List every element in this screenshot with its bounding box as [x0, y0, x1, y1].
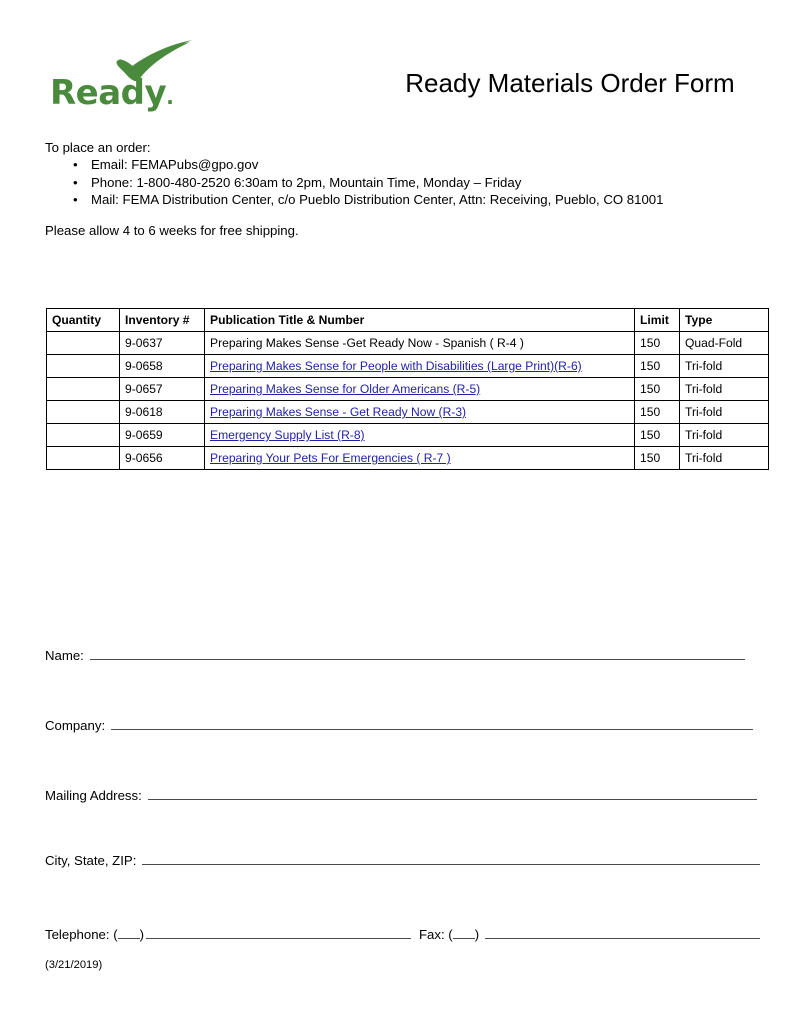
quantity-input-cell[interactable]: [47, 401, 120, 424]
shipping-note: Please allow 4 to 6 weeks for free shipping.: [45, 223, 299, 238]
city-state-zip-input-line[interactable]: [142, 853, 760, 865]
type-cell: Tri-fold: [680, 424, 769, 447]
table-row: [47, 401, 769, 424]
type-cell: Quad-Fold: [680, 332, 769, 355]
inventory-number-cell: 9-0659: [120, 424, 205, 447]
quantity-input-cell[interactable]: [47, 332, 120, 355]
field-label-company: Company:: [45, 718, 106, 733]
table-row: [47, 355, 769, 378]
table-header-row: [47, 309, 769, 332]
quantity-input-cell[interactable]: [47, 378, 120, 401]
type-cell: Tri-fold: [680, 355, 769, 378]
field-label-name: Name:: [45, 648, 84, 663]
limit-cell: 150: [635, 378, 680, 401]
field-company: [45, 718, 753, 733]
ready-logo: [50, 38, 210, 116]
limit-cell: 150: [635, 332, 680, 355]
inventory-number-cell: 9-0637: [120, 332, 205, 355]
limit-cell: 150: [635, 447, 680, 470]
publication-title-link[interactable]: Preparing Makes Sense - Get Ready Now (R-3): [210, 405, 467, 419]
ready-wordmark: [50, 73, 174, 113]
publication-title-cell: [205, 447, 635, 470]
bullet-icon: •: [73, 192, 78, 208]
inventory-number-cell: 9-0657: [120, 378, 205, 401]
table-header: [47, 309, 769, 332]
contact-mail-text: Mail: FEMA Distribution Center, c/o Pueblo Distribution Center, Attn: Receiving, Pueblo, CO 81001: [91, 192, 664, 208]
ready-wordmark-text: Ready: [50, 73, 167, 113]
field-mailing-address: [45, 788, 757, 803]
column-header-quantity: Quantity: [47, 309, 120, 332]
inventory-number-cell: 9-0656: [120, 447, 205, 470]
telephone-areacode-input-line[interactable]: [118, 927, 140, 939]
materials-order-table: [46, 308, 769, 470]
field-label-telephone-close: ): [139, 927, 144, 942]
publication-title-cell: [205, 401, 635, 424]
table-row: [47, 332, 769, 355]
field-label-city-state-zip: City, State, ZIP:: [45, 853, 137, 868]
column-header-limit: Limit: [635, 309, 680, 332]
field-telephone-fax: [45, 927, 760, 942]
publication-title-link[interactable]: Preparing Makes Sense for People with Disabilities (Large Print)(R-6): [210, 359, 582, 373]
ordering-instructions: [45, 139, 775, 209]
field-city-state-zip: [45, 853, 760, 868]
telephone-input-line[interactable]: [146, 927, 411, 939]
name-input-line[interactable]: [90, 648, 745, 660]
table-row: [47, 378, 769, 401]
contact-phone-text: Phone: 1-800-480-2520 6:30am to 2pm, Mountain Time, Monday – Friday: [91, 174, 522, 190]
limit-cell: 150: [635, 355, 680, 378]
publication-title-cell: [205, 424, 635, 447]
publication-title-text: Preparing Makes Sense -Get Ready Now - Spanish ( R-4 ): [210, 336, 524, 350]
table-row: [47, 424, 769, 447]
publication-title-cell: [205, 378, 635, 401]
column-header-type: Type: [680, 309, 769, 332]
contact-methods-list: [45, 156, 775, 208]
company-input-line[interactable]: [111, 718, 753, 730]
column-header-inventory: Inventory #: [120, 309, 205, 332]
field-label-fax-close: ): [474, 927, 480, 942]
publication-title-cell: [205, 332, 635, 355]
limit-cell: 150: [635, 424, 680, 447]
document-revision-date: (3/21/2019): [45, 959, 103, 971]
fax-input-line[interactable]: [485, 927, 760, 939]
ready-wordmark-dot: .: [166, 85, 174, 109]
mailing-address-input-line[interactable]: [148, 788, 757, 800]
quantity-input-cell[interactable]: [47, 424, 120, 447]
document-header: [0, 0, 800, 130]
fax-areacode-input-line[interactable]: [453, 927, 475, 939]
limit-cell: 150: [635, 401, 680, 424]
field-name: [45, 648, 745, 663]
page-title: Ready Materials Order Form: [405, 68, 735, 98]
publication-title-link[interactable]: Emergency Supply List (R-8): [210, 428, 365, 442]
inventory-number-cell: 9-0658: [120, 355, 205, 378]
table-row: [47, 447, 769, 470]
list-item-phone: [45, 174, 775, 191]
column-header-title: Publication Title & Number: [205, 309, 635, 332]
bullet-icon: •: [73, 157, 78, 173]
field-label-fax: Fax: (: [419, 927, 453, 942]
type-cell: Tri-fold: [680, 401, 769, 424]
type-cell: Tri-fold: [680, 378, 769, 401]
list-item-email: [45, 156, 775, 173]
list-item-mail: [45, 191, 775, 208]
publication-title-cell: [205, 355, 635, 378]
type-cell: Tri-fold: [680, 447, 769, 470]
bullet-icon: •: [73, 174, 78, 190]
inventory-number-cell: 9-0618: [120, 401, 205, 424]
quantity-input-cell[interactable]: [47, 355, 120, 378]
publication-title-link[interactable]: Preparing Makes Sense for Older Americans (R-5): [210, 382, 481, 396]
telephone-group: [45, 927, 411, 942]
field-label-mailing-address: Mailing Address:: [45, 788, 142, 803]
table-body: [47, 332, 769, 470]
field-label-telephone: Telephone: (: [45, 927, 118, 942]
intro-lead-text: To place an order:: [45, 140, 151, 155]
contact-email-text: Email: FEMAPubs@gpo.gov: [91, 157, 259, 173]
quantity-input-cell[interactable]: [47, 447, 120, 470]
publication-title-link[interactable]: Preparing Your Pets For Emergencies ( R-7 ): [210, 451, 451, 465]
